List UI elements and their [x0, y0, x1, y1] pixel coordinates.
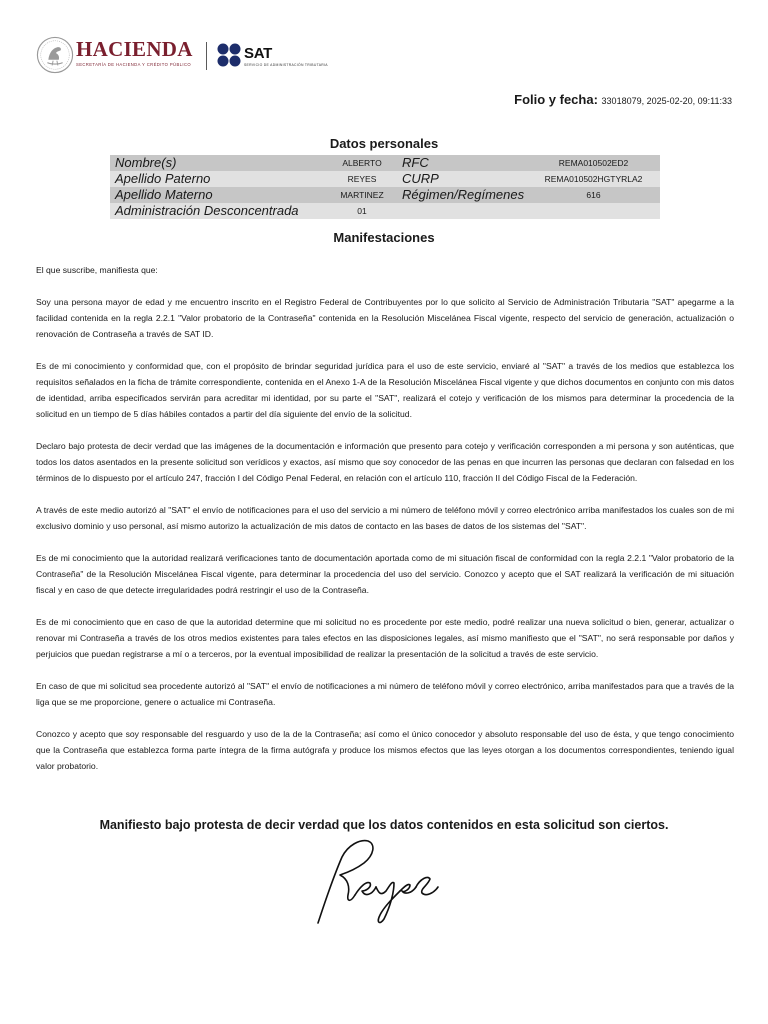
table-row [110, 203, 660, 219]
field-label: Apellido Materno [110, 187, 327, 203]
field-value: REMA010502ED2 [527, 155, 660, 171]
logo-divider [206, 42, 207, 70]
field-value [527, 203, 660, 219]
national-seal-icon [36, 36, 74, 74]
paragraph: Es de mi conocimiento que en caso de que la autoridad determine que mi solicitud no es procedente por este medio, podré realizar una nueva solicitud o bien, generar, actualizar o renovar mi Contraseña a través de los otros medios existentes para tales efectos en las disposiciones legales, así mismo manifiesto que el "SAT", no será responsable por daños y perjuicios que puedan registrarse a mí o a terceros, por la eventual imposibilidad de realizar la presentación de la solicitud a través de este servicio. [36, 617, 734, 659]
field-value: REMA010502HGTYRLA2 [527, 171, 660, 187]
page-header [36, 36, 356, 76]
final-statement: Manifiesto bajo protesta de decir verdad que los datos contenidos en esta solicitud son ciertos. [99, 818, 669, 832]
field-label: Apellido Paterno [110, 171, 327, 187]
sat-logo-text: SAT [244, 45, 272, 62]
field-label: Régimen/Regímenes [397, 187, 527, 203]
field-value: 01 [327, 203, 397, 219]
folio-label: Folio y fecha: [514, 92, 598, 107]
field-value: ALBERTO [327, 155, 397, 171]
field-value: MARTINEZ [327, 187, 397, 203]
paragraph: Conozco y acepto que soy responsable del resguardo y uso de la de la Contraseña; así como el único conocedor y absoluto responsable del uso de ésta, y que tengo conocimiento que la Contraseña que establezca forma parte íntegra de la firma autógrafa y produce los mismos efectos que las leyes otorgan a los documentos correspondientes, teniendo igual valor probatorio. [36, 729, 734, 771]
paragraph: El que suscribe, manifiesta que: [36, 265, 158, 275]
sat-subtitle: SERVICIO DE ADMINISTRACIÓN TRIBUTARIA [244, 63, 328, 67]
paragraph: Es de mi conocimiento que la autoridad realizará verificaciones tanto de documentación aportada como de mi situación fiscal de conformidad con la regla 2.2.1 "Valor probatorio de la Contraseña" de la Resolución Miscelánea Fiscal vigente, para determinar la procedencia del uso del servicio. Conozco y acepto que el SAT realizará la verificación de mi situación fiscal y en caso de que detecte irregularidades podrá restringir el uso de la Contraseña. [36, 553, 734, 595]
sat-logo-icon [216, 42, 242, 68]
field-label: Administración Desconcentrada [110, 203, 327, 219]
field-value: 616 [527, 187, 660, 203]
paragraph: En caso de que mi solicitud sea procedente autorizó al "SAT" el envío de notificaciones a mi número de teléfono móvil y correo electrónico, arriba manifestados para que a través de la liga que se me proporcione, genere o actualice mi Contraseña. [36, 681, 734, 707]
signature-image [310, 835, 460, 930]
field-label: Nombre(s) [110, 155, 327, 171]
paragraph: Soy una persona mayor de edad y me encuentro inscrito en el Registro Federal de Contribuyentes por lo que solicito al Servicio de Administración Tributaria "SAT" apegarme a la facilidad contenida en la regla 2.2.1 "Valor probatorio de la Contraseña" contenida en la Resolución Miscelánea Fiscal vigente, respecto del servicio de generación, actualización o renovación de Contraseña a través de SAT ID. [36, 297, 734, 339]
table-row [110, 187, 660, 203]
manifestaciones-body [36, 262, 734, 790]
paragraph: A través de este medio autorizó al "SAT" el envío de notificaciones para el uso del servicio a mi número de teléfono móvil y correo electrónico arriba manifestados los cuales son de mi exclusivo dominio y uso personal, así mismo autorizo la actualización de mis datos de contacto en las bases de datos de los sistemas del "SAT". [36, 505, 734, 531]
hacienda-logo-text: HACIENDA [76, 37, 193, 61]
folio-value: 33018079, 2025-02-20, 09:11:33 [601, 96, 732, 106]
manifestaciones-title: Manifestaciones [333, 230, 435, 245]
table-row [110, 155, 660, 171]
paragraph: Es de mi conocimiento y conformidad que, con el propósito de brindar seguridad jurídica para el uso de este servicio, enviaré al "SAT" a través de los medios que establezca los requisitos señalados en la ficha de trámite correspondiente, contenida en el Anexo 1-A de la Resolución Miscelánea Fiscal vigente y que dichos documentos en conjunto con mis datos de identidad, arriba especificados servirán para acreditar mi identidad, por su parte el "SAT", realizará el cotejo y verificación de los mismos para determinar la procedencia de la solicitud en un tiempo de 5 días hábiles contados a partir del día siguiente del envío de la solicitud. [36, 361, 734, 419]
field-label [397, 203, 527, 219]
field-value: REYES [327, 171, 397, 187]
table-row [110, 171, 660, 187]
folio-line [514, 92, 732, 107]
field-label: RFC [397, 155, 527, 171]
personal-data-title: Datos personales [329, 136, 439, 151]
paragraph: Declaro bajo protesta de decir verdad que las imágenes de la documentación e información que presento para cotejo y verificación corresponden a mi persona y son auténticas, que todos los datos asentados en la presente solicitud son verídicos y exactos, así mismo que soy conocedor de las penas en que incurren las personas que declaran con falsedad en los términos de lo dispuesto por el artículo 247, fracción I del Código Penal Federal, en relación con el artículo 110, fracción II del Código Fiscal de la Federación. [36, 441, 734, 483]
hacienda-subtitle: SECRETARÍA DE HACIENDA Y CRÉDITO PÚBLICO [76, 62, 192, 67]
field-label: CURP [397, 171, 527, 187]
personal-data-table [110, 155, 660, 219]
